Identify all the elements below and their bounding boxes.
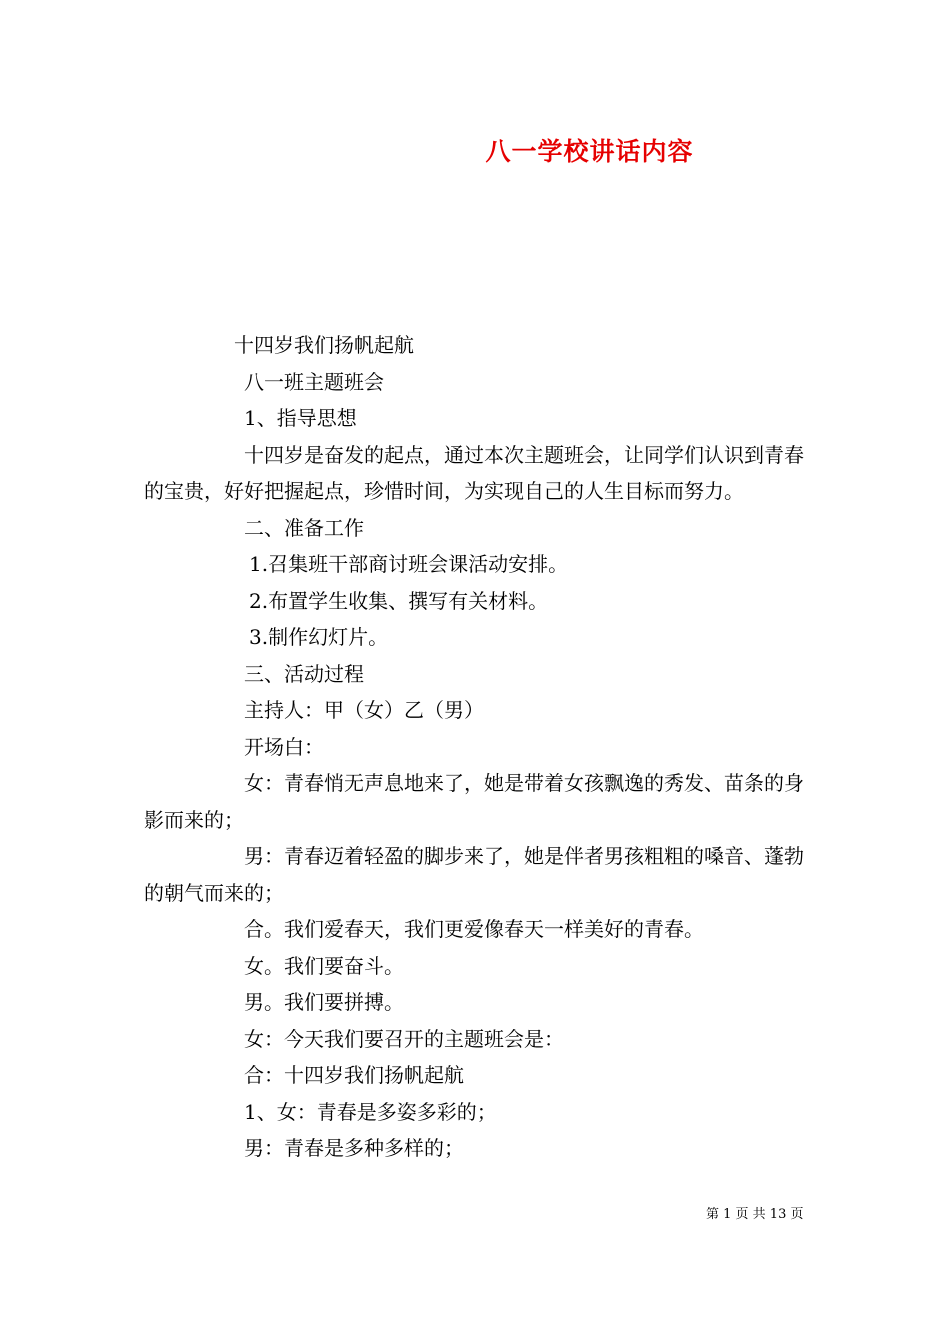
text-line: 女。我们要奋斗。 <box>244 953 404 978</box>
text-line: 男：青春是多种多样的； <box>244 1136 464 1160</box>
text-line: 开场白： <box>244 734 324 759</box>
text-line: 2.布置学生收集、撰写有关材料。 <box>249 588 549 613</box>
text-line: 十四岁我们扬帆起航 <box>234 333 414 357</box>
text-line: 男。我们要拼搏。 <box>244 990 404 1014</box>
paragraph: 十四岁是奋发的起点，通过本次主题班会，让同学们认识到青春的宝贵，好好把握起点，珍惜时间，为实现自己的人生目标而努力。 <box>144 442 804 503</box>
text-line: 合：十四岁我们扬帆起航 <box>244 1063 464 1087</box>
text-line: 八一班主题班会 <box>244 369 384 394</box>
text-line: 三、活动过程 <box>244 661 364 686</box>
page-footer: 第 1 页 共 13 页 <box>706 1207 804 1222</box>
text-line: 1.召集班干部商讨班会课活动安排。 <box>249 552 569 576</box>
text-line: 1、女：青春是多姿多彩的； <box>244 1099 497 1124</box>
text-line: 女：今天我们要召开的主题班会是： <box>244 1026 564 1051</box>
text-line: 3.制作幻灯片。 <box>249 625 389 649</box>
text-line: 合。我们爱春天，我们更爱像春天一样美好的青春。 <box>244 917 704 941</box>
page-title: 八一学校讲话内容 <box>485 137 694 166</box>
text-line: 主持人：甲（女）乙（男） <box>244 698 484 722</box>
text-line: 二、准备工作 <box>244 515 364 540</box>
paragraph: 男：青春迈着轻盈的脚步来了，她是伴者男孩粗粗的嗓音、蓬勃的朝气而来的； <box>144 844 804 905</box>
paragraph: 女：青春悄无声息地来了，她是带着女孩飘逸的秀发、苗条的身影而来的； <box>144 771 804 832</box>
text-line: 1、指导思想 <box>244 406 357 430</box>
document-body <box>144 327 814 1167</box>
